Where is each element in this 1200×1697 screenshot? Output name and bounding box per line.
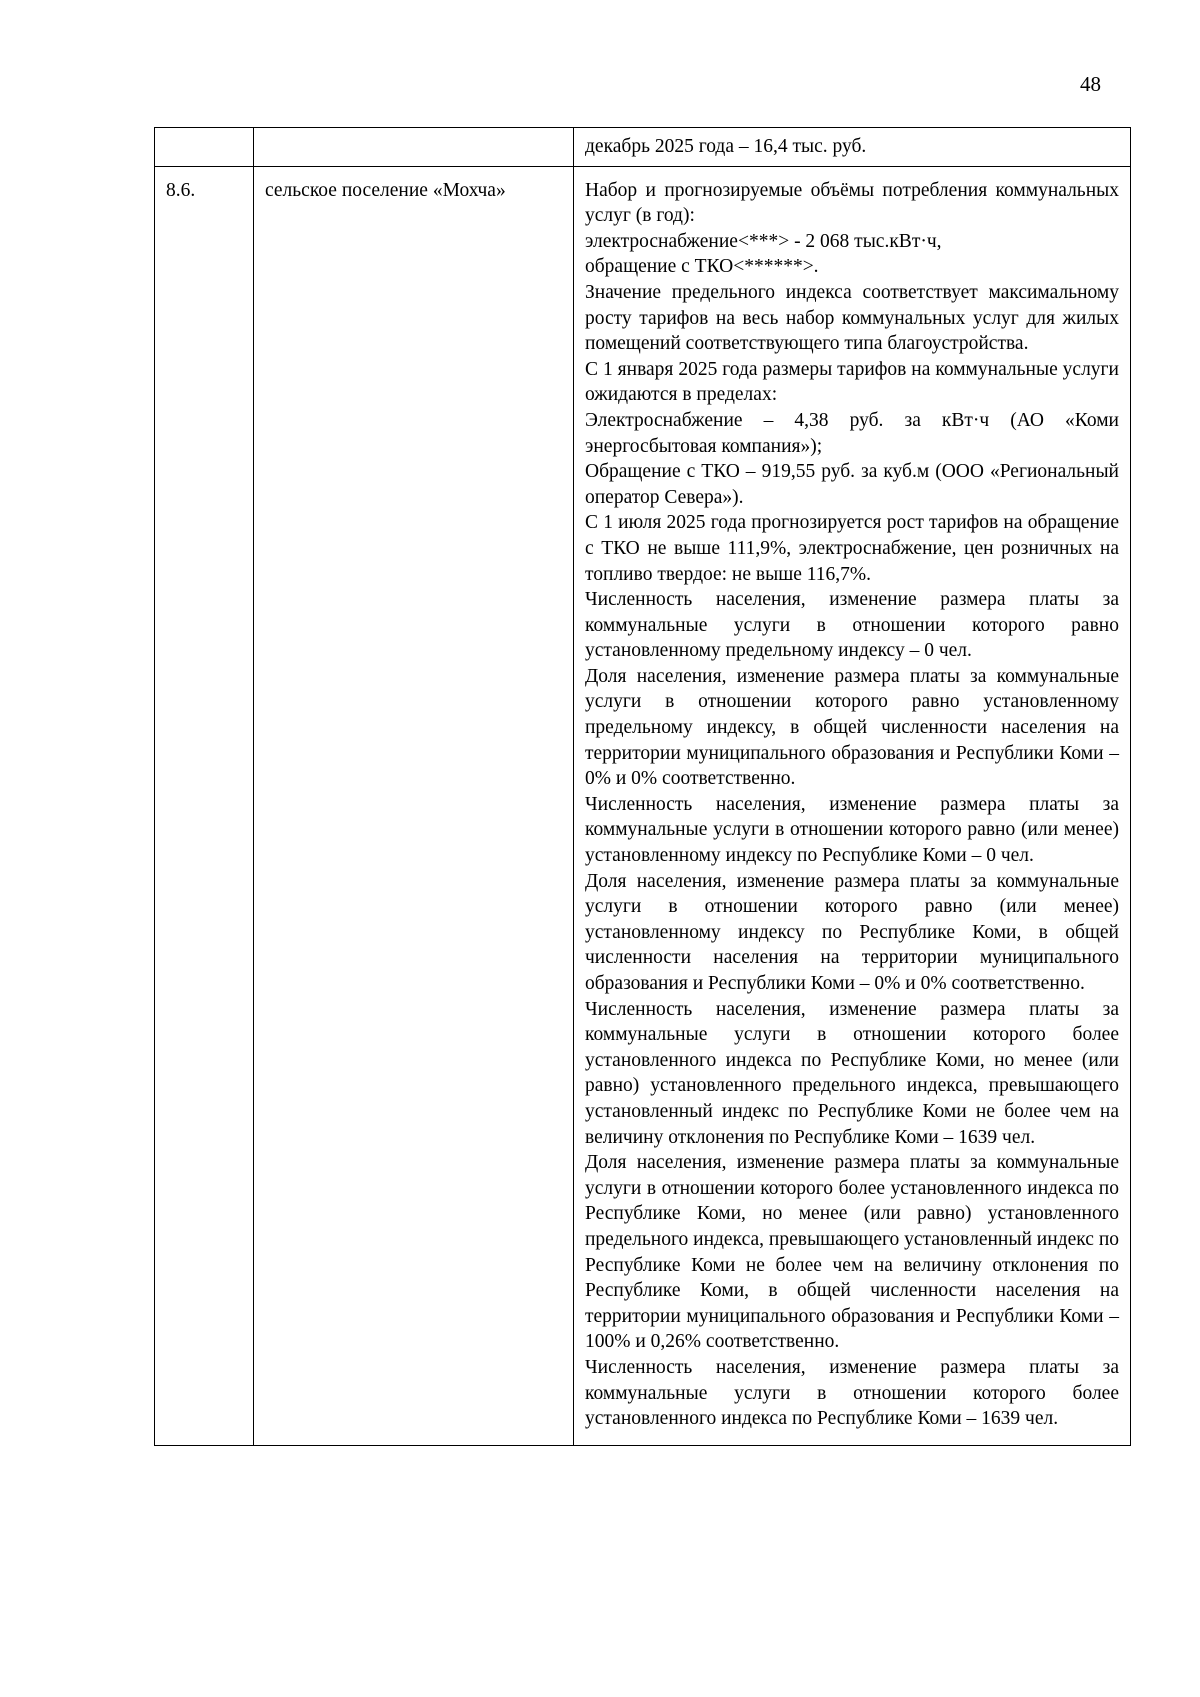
description-paragraph: обращение с ТКО<******>. — [585, 256, 819, 278]
data-table — [154, 127, 1131, 1446]
municipality-cell: сельское поселение «Мохча» — [254, 166, 574, 1445]
row-number-cell — [155, 128, 254, 167]
description-paragraph: Набор и прогнозируемые объёмы потребления коммунальных услуг (в год): — [585, 179, 1119, 227]
description-paragraph: Доля населения, изменение размера платы за коммунальные услуги в отношении которого более установленного индекса по Республике Коми, но менее (или равно) установленного предельного индекса, превышающего установленный индекс по Республике Коми не более чем на величину отклонения по Республике Коми, в общей численности населения на территории муниципального образования и Республики Коми – 100% и 0,26% соответственно. — [585, 1152, 1119, 1353]
description-paragraph: Доля населения, изменение размера платы за коммунальные услуги в отношении которого равно установленному предельному индексу, в общей численности населения на территории муниципального образования и Республики Коми – 0% и 0% соответственно. — [585, 665, 1119, 790]
description-paragraph: Численность населения, изменение размера платы за коммунальные услуги в отношении которого равно (или менее) установленному индексу по Республике Коми – 0 чел. — [585, 793, 1119, 867]
row-number-cell: 8.6. — [155, 166, 254, 1445]
description-cell — [574, 166, 1131, 1445]
description-paragraph: С 1 июля 2025 года прогнозируется рост тарифов на обращение с ТКО не выше 111,9%, электроснабжение, цен розничных на топливо твердое: не выше 116,7%. — [585, 512, 1119, 585]
description-paragraph: Доля населения, изменение размера платы за коммунальные услуги в отношении которого равно (или менее) установленному индексу по Республике Коми, в общей численности населения на территории муниципального образования и Республики Коми – 0% и 0% соответственно. — [585, 870, 1119, 994]
description-paragraph: Значение предельного индекса соответствует максимальному росту тарифов на весь набор коммунальных услуг для жилых помещений соответствующего типа благоустройства. — [585, 281, 1119, 355]
description-paragraph: Численность населения, изменение размера платы за коммунальные услуги в отношении которого равно установленному предельному индексу – 0 чел. — [585, 589, 1119, 662]
description-paragraph: Электроснабжение – 4,38 руб. за кВт·ч (АО «Коми энергосбытовая компания»); — [585, 409, 1119, 457]
page-number: 48 — [1080, 72, 1101, 96]
table-row — [155, 128, 1131, 167]
table-row — [155, 166, 1131, 1445]
municipality-cell — [254, 128, 574, 167]
description-cell: декабрь 2025 года – 16,4 тыс. руб. — [574, 128, 1131, 167]
description-paragraph: электроснабжение<***> - 2 068 тыс.кВт·ч, — [585, 230, 942, 252]
description-paragraph: Обращение с ТКО – 919,55 руб. за куб.м (ООО «Региональный оператор Севера»). — [585, 461, 1119, 508]
description-paragraph: Численность населения, изменение размера платы за коммунальные услуги в отношении которого более установленного индекса по Республике Коми, но менее (или равно) установленного предельного индекса, превышающего установленный индекс по Республике Коми не более чем на величину отклонения по Республике Коми – 1639 чел. — [585, 998, 1119, 1148]
description-paragraph: Численность населения, изменение размера платы за коммунальные услуги в отношении которого более установленного индекса по Республике Коми – 1639 чел. — [585, 1356, 1119, 1430]
description-paragraph: С 1 января 2025 года размеры тарифов на коммунальные услуги ожидаются в пределах: — [585, 358, 1119, 406]
